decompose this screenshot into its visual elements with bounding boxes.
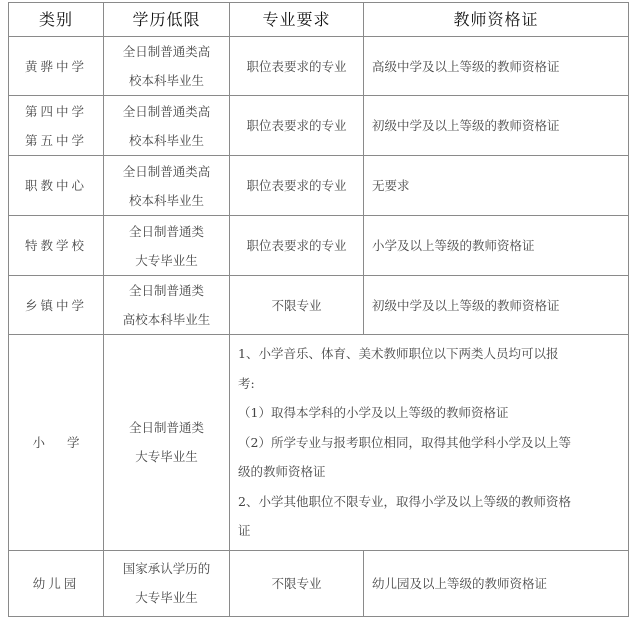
header-major: 专业要求	[230, 3, 364, 37]
certificate-cell: 初级中学及以上等级的教师资格证	[364, 276, 629, 335]
major-cell: 职位表要求的专业	[230, 37, 364, 96]
major-cell: 职位表要求的专业	[230, 96, 364, 156]
table-row	[9, 550, 629, 616]
major-cell: 不限专业	[230, 550, 364, 616]
header-category: 类别	[9, 3, 104, 37]
table-row	[9, 216, 629, 276]
major-cell: 不限专业	[230, 276, 364, 335]
header-row	[9, 3, 629, 37]
education-cell: 国家承认学历的 大专毕业生	[104, 550, 230, 616]
major-cell: 职位表要求的专业	[230, 216, 364, 276]
table-row	[9, 276, 629, 335]
category-cell: 幼儿园	[9, 550, 104, 616]
table-row	[9, 156, 629, 216]
education-cell: 全日制普通类 大专毕业生	[104, 335, 230, 551]
category-cell: 黄骅中学	[9, 37, 104, 96]
category-cell: 小学	[9, 335, 104, 551]
table-row	[9, 335, 629, 551]
category-cell: 特教学校	[9, 216, 104, 276]
header-certificate: 教师资格证	[364, 3, 629, 37]
certificate-cell: 无要求	[364, 156, 629, 216]
certificate-cell: 幼儿园及以上等级的教师资格证	[364, 550, 629, 616]
education-cell: 全日制普通类高 校本科毕业生	[104, 37, 230, 96]
table-row	[9, 96, 629, 156]
category-cell: 职教中心	[9, 156, 104, 216]
category-cell: 第四中学 第五中学	[9, 96, 104, 156]
certificate-cell: 初级中学及以上等级的教师资格证	[364, 96, 629, 156]
certificate-cell: 高级中学及以上等级的教师资格证	[364, 37, 629, 96]
certificate-cell: 小学及以上等级的教师资格证	[364, 216, 629, 276]
teacher-requirements-table	[8, 2, 629, 617]
table-row	[9, 37, 629, 96]
education-cell: 全日制普通类高 校本科毕业生	[104, 156, 230, 216]
education-cell: 全日制普通类高 校本科毕业生	[104, 96, 230, 156]
education-cell: 全日制普通类 大专毕业生	[104, 216, 230, 276]
header-education: 学历低限	[104, 3, 230, 37]
category-cell: 乡镇中学	[9, 276, 104, 335]
requirement-cell: 1、小学音乐、体育、美术教师职位以下两类人员均可以报 考: （1）取得本学科的小学及以上等级的教师资格证 （2）所学专业与报考职位相同，取得其他学科小学及以上等 级的教师资格证 2、小学其他职位不限专业，取得小学及以上等级的教师资格 证	[230, 335, 629, 551]
education-cell: 全日制普通类 高校本科毕业生	[104, 276, 230, 335]
major-cell: 职位表要求的专业	[230, 156, 364, 216]
